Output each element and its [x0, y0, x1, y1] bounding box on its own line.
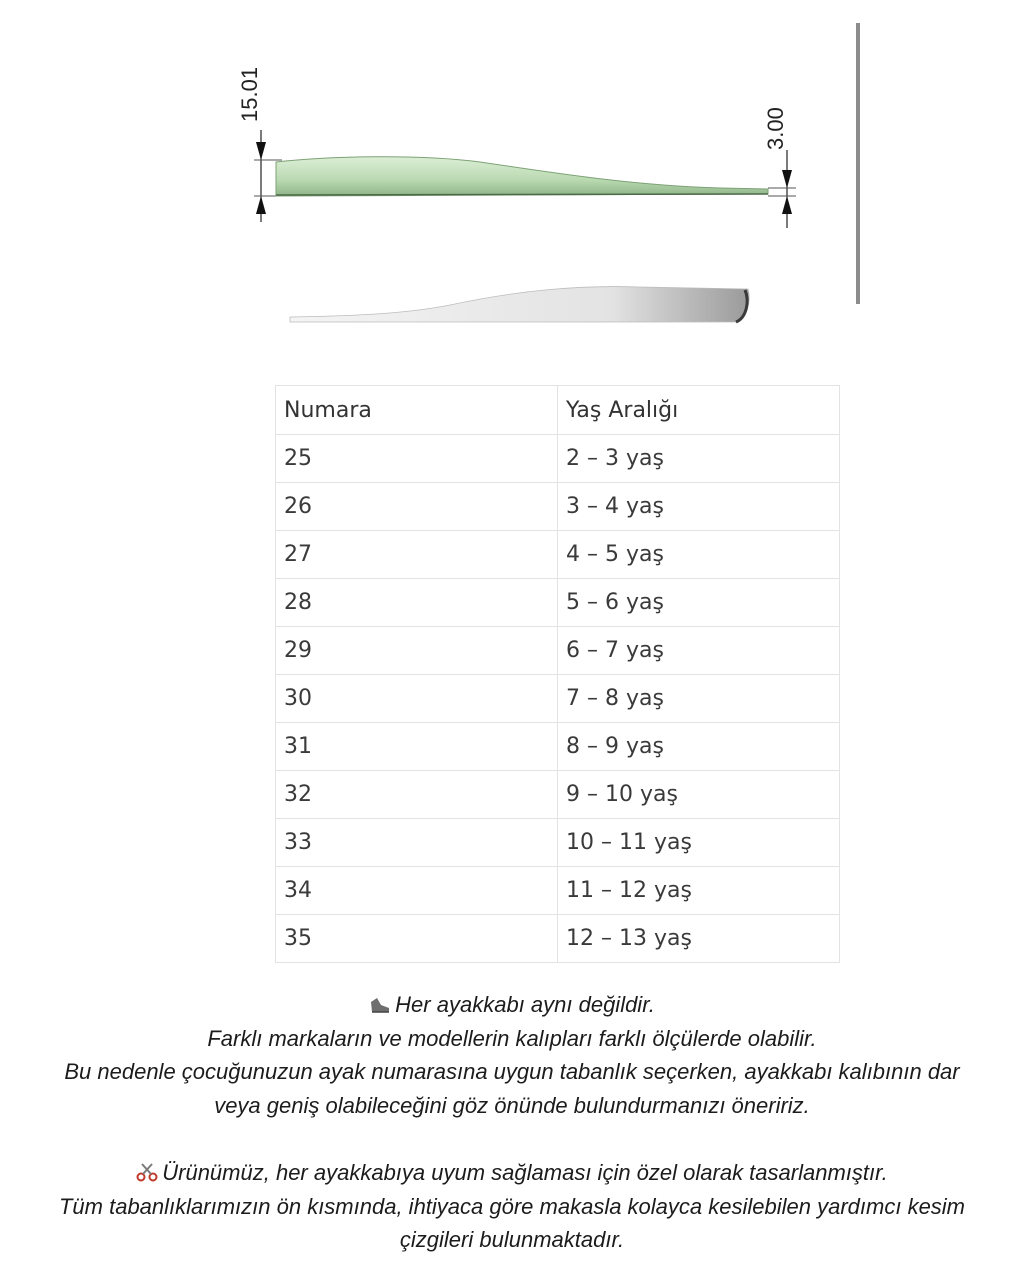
age-range-cell: 9 – 10 yaş — [558, 771, 840, 819]
table-header-row — [276, 386, 840, 435]
note-line-7: çizgileri bulunmaktadır. — [399, 1227, 625, 1252]
age-range-cell: 8 – 9 yaş — [558, 723, 840, 771]
column-header-size: Numara — [276, 386, 558, 435]
table-row — [276, 915, 840, 963]
table-row — [276, 819, 840, 867]
size-cell: 29 — [276, 627, 558, 675]
heel-height-label: 15.01 — [237, 66, 262, 122]
size-cell: 33 — [276, 819, 558, 867]
table-row — [276, 627, 840, 675]
shoe-icon — [369, 988, 391, 1022]
age-range-cell: 11 – 12 yaş — [558, 867, 840, 915]
age-range-cell: 5 – 6 yaş — [558, 579, 840, 627]
note-line-2: Farklı markaların ve modellerin kalıpları farklı ölçülerde olabilir. — [207, 1025, 817, 1051]
age-range-cell: 7 – 8 yaş — [558, 675, 840, 723]
size-cell: 30 — [276, 675, 558, 723]
note-line-5: Ürünümüz, her ayakkabıya uyum sağlaması için özel olarak tasarlanmıştır. — [162, 1160, 888, 1185]
size-cell: 28 — [276, 579, 558, 627]
table-row — [276, 867, 840, 915]
notes-section — [0, 988, 1024, 1257]
age-range-cell: 4 – 5 yaş — [558, 531, 840, 579]
insole-side-view — [276, 157, 768, 196]
size-cell: 25 — [276, 435, 558, 483]
table-row — [276, 723, 840, 771]
spacer — [0, 1122, 1024, 1156]
age-range-cell: 2 – 3 yaş — [558, 435, 840, 483]
note-line — [0, 988, 1024, 1022]
table-row — [276, 435, 840, 483]
insole-side-view-grey — [290, 287, 749, 322]
toe-height-dimension — [763, 107, 796, 228]
scissors-icon — [136, 1156, 158, 1190]
size-cell: 32 — [276, 771, 558, 819]
size-cell: 31 — [276, 723, 558, 771]
table-row — [276, 483, 840, 531]
age-range-cell: 10 – 11 yaş — [558, 819, 840, 867]
size-cell: 34 — [276, 867, 558, 915]
table-row — [276, 579, 840, 627]
note-line — [0, 1156, 1024, 1190]
table-row — [276, 531, 840, 579]
note-line-6: Tüm tabanlıklarımızın ön kısmında, ihtiyaca göre makasla kolayca kesilebilen yardımcı kesim — [58, 1193, 966, 1219]
size-table — [275, 385, 840, 963]
size-cell: 26 — [276, 483, 558, 531]
note-line-4: veya geniş olabileceğini göz önünde bulundurmanızı öneririz. — [214, 1092, 810, 1118]
insole-dimension-diagram — [0, 0, 1024, 340]
table-row — [276, 675, 840, 723]
note-line-3: Bu nedenle çocuğunuzun ayak numarasına uygun tabanlık seçerken, ayakkabı kalıbının dar — [64, 1059, 960, 1084]
size-cell: 35 — [276, 915, 558, 963]
toe-height-label: 3.00 — [763, 107, 788, 150]
heel-height-dimension — [237, 67, 282, 222]
table-row — [276, 771, 840, 819]
size-cell: 27 — [276, 531, 558, 579]
age-range-cell: 6 – 7 yaş — [558, 627, 840, 675]
age-range-cell: 3 – 4 yaş — [558, 483, 840, 531]
column-header-age-range: Yaş Aralığı — [558, 386, 840, 435]
age-range-cell: 12 – 13 yaş — [558, 915, 840, 963]
note-line-1: Her ayakkabı aynı değildir. — [395, 992, 655, 1017]
